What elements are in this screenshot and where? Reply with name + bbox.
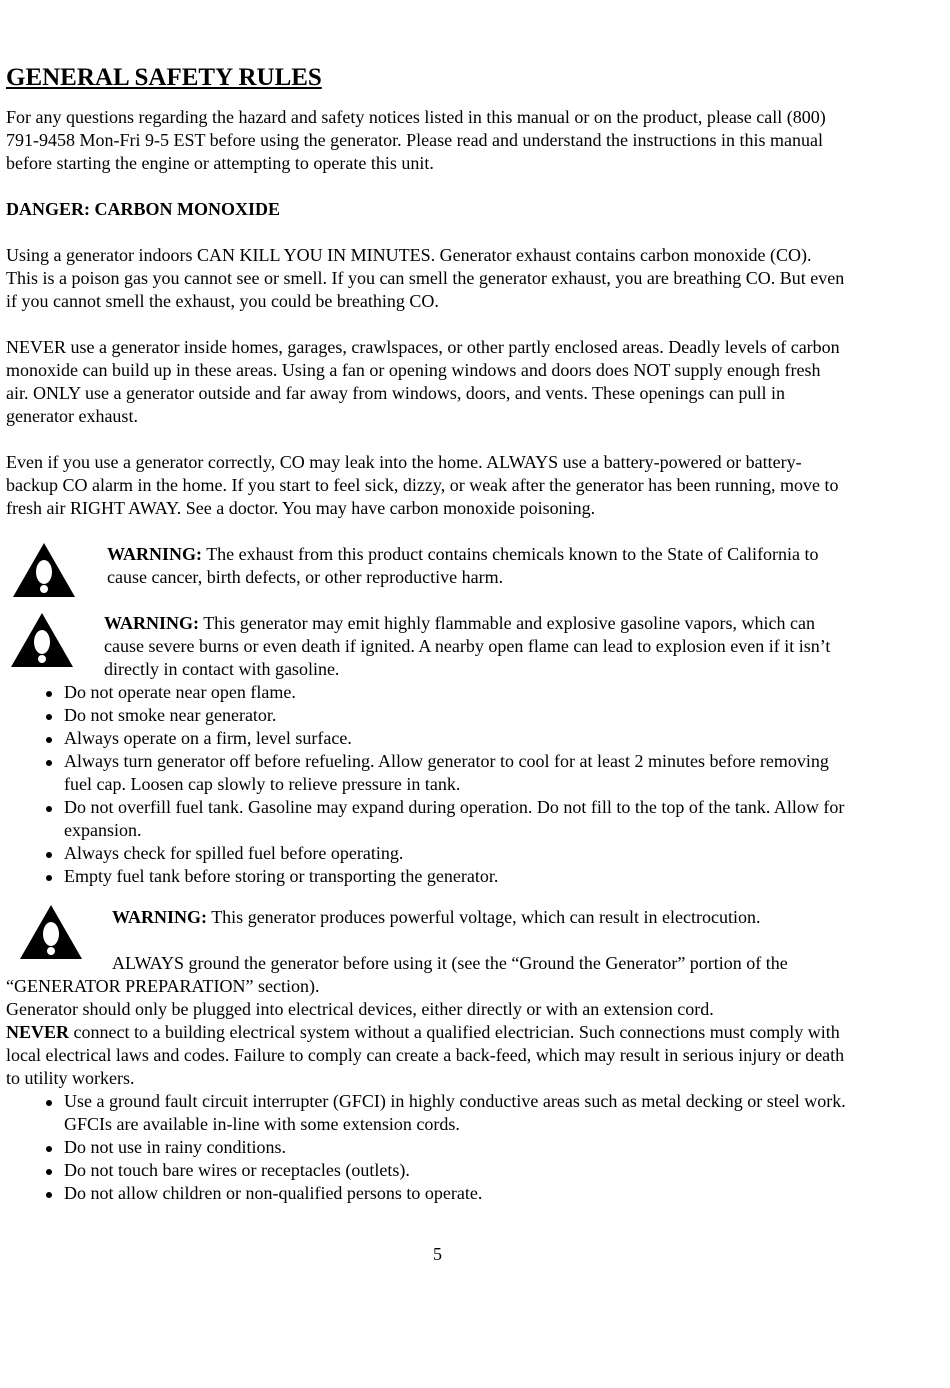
list-item: Always operate on a firm, level surface. [6, 727, 846, 750]
page-content [6, 62, 846, 1205]
warning-triangle-icon [18, 903, 84, 961]
gasoline-bullet-list [6, 681, 846, 888]
warning-text: This generator may emit highly flammable and explosive gasoline vapors, which can cause severe burns or even death if ignited. A nearby open flame can lead to explosion even if it isn’t directly in contact with gasoline. [104, 613, 831, 679]
warning-text: The exhaust from this product contains chemicals known to the State of California to cause cancer, birth defects, or other reproductive harm. [107, 544, 819, 587]
co-paragraph-2: NEVER use a generator inside homes, garages, crawlspaces, or other partly enclosed areas. Deadly levels of carbon monoxide can build up in these areas. Using a fan or opening windows and doors does NOT supply enough fresh air. ONLY use a generator outside and far away from windows, doors, and vents. These openings can pull in generator exhaust. [6, 337, 840, 426]
list-item: Do not smoke near generator. [6, 704, 846, 727]
danger-title: DANGER: CARBON MONOXIDE [6, 199, 280, 219]
warning-text: This generator produces powerful voltage, which can result in electrocution. [207, 907, 761, 927]
electrical-bullet-list [6, 1090, 846, 1205]
list-item: Do not touch bare wires or receptacles (outlets). [6, 1159, 846, 1182]
warning-label: WARNING: [107, 544, 203, 564]
warning-gasoline [6, 612, 846, 681]
list-item: Use a ground fault circuit interrupter (GFCI) in highly conductive areas such as metal decking or steel work. GFCIs are available in-line with some extension cords. [6, 1090, 846, 1136]
list-item: Always check for spilled fuel before operating. [6, 842, 846, 865]
list-item: Do not overfill fuel tank. Gasoline may expand during operation. Do not fill to the top of the tank. Allow for expansion. [6, 796, 846, 842]
never-text: connect to a building electrical system without a qualified electrician. Such connections must comply with local electrical laws and codes. Failure to comply can create a back-feed, which may result in serious injury or death to utility workers. [6, 1022, 845, 1088]
warning-label: WARNING: [112, 907, 208, 927]
page-title: GENERAL SAFETY RULES [6, 64, 322, 91]
list-item: Empty fuel tank before storing or transporting the generator. [6, 865, 846, 888]
warning-label: WARNING: [104, 613, 200, 633]
list-item: Do not operate near open flame. [6, 681, 846, 704]
never-label: NEVER [6, 1022, 70, 1042]
co-paragraph-3: Even if you use a generator correctly, CO may leak into the home. ALWAYS use a battery-powered or battery-backup CO alarm in the home. If you start to feel sick, dizzy, or weak after the generator has been running, move to fresh air RIGHT AWAY. See a doctor. You may have carbon monoxide poisoning. [6, 452, 839, 518]
warning-california [6, 543, 846, 589]
warning-triangle-icon [9, 611, 75, 669]
list-item: Do not use in rainy conditions. [6, 1136, 846, 1159]
co-paragraph-1: Using a generator indoors CAN KILL YOU IN MINUTES. Generator exhaust contains carbon monoxide (CO). This is a poison gas you cannot see or smell. If you can smell the generator exhaust, you are breathing CO. But even if you cannot smell the exhaust, you could be breathing CO. [6, 245, 845, 311]
never-paragraph [6, 1021, 846, 1090]
intro-paragraph: For any questions regarding the hazard and safety notices listed in this manual or on the product, please call (800) 791-9458 Mon-Fri 9-5 EST before using the generator. Please read and understand the instructions in this manual before starting the engine or attempting to operate this unit. [6, 107, 826, 173]
list-item: Do not allow children or non-qualified persons to operate. [6, 1182, 846, 1205]
list-item: Always turn generator off before refueling. Allow generator to cool for at least 2 minutes before removing fuel cap. Loosen cap slowly to relieve pressure in tank. [6, 750, 846, 796]
plug-paragraph: Generator should only be plugged into electrical devices, either directly or with an extension cord. [6, 999, 714, 1019]
ground-paragraph: ALWAYS ground the generator before using it (see the “Ground the Generator” portion of the “GENERATOR PREPARATION” section). [6, 953, 788, 996]
page-number: 5 [433, 1244, 442, 1264]
warning-electrocution [6, 906, 846, 998]
warning-triangle-icon [11, 541, 77, 599]
